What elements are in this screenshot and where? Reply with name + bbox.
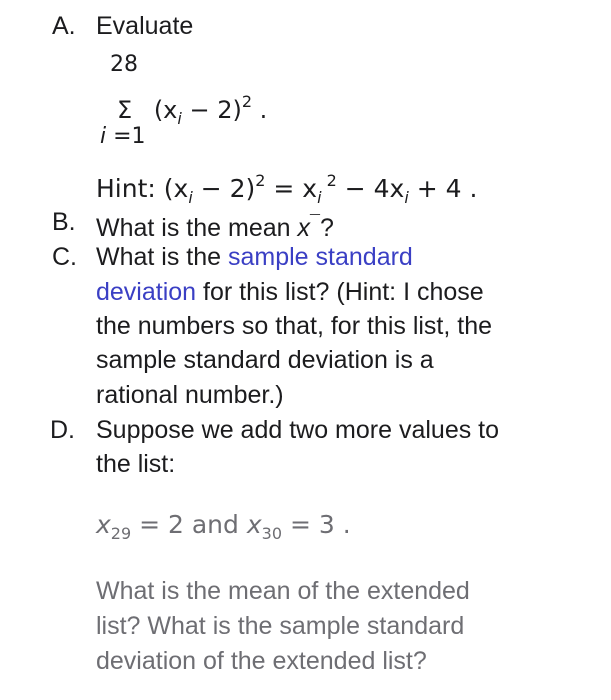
sum-expression: Σ $(x_i - 2)^2$ . (117, 92, 268, 128)
part-a (52, 9, 76, 43)
x-bar-symbol: x (297, 214, 310, 242)
part-d-question-line2: list? What is the sample standard (96, 612, 465, 640)
part-d-question-line3: deviation of the extended list? (96, 647, 427, 675)
sum-lower-limit: i =1 (100, 124, 146, 149)
part-a-text: Evaluate (96, 12, 194, 40)
hint-formula: Hint: $(x_i - 2)^2 = x_i$ $^2 - 4x_i + 4$ . (96, 171, 478, 207)
part-a-label: A. (52, 12, 76, 40)
part-d-label: D. (50, 416, 75, 444)
sample-standard-link-1[interactable]: sample standard (228, 243, 413, 271)
part-c-line1: What is the sample standard (96, 243, 413, 271)
sum-upper-limit: 28 (110, 52, 138, 77)
part-c-line4: sample standard deviation is a (96, 346, 434, 374)
extended-values-equation: $x_{29} = 2$ and $x_{30} = 3$ . (96, 510, 351, 543)
sigma-symbol: Σ (117, 96, 133, 124)
part-d-line1: Suppose we add two more values to (96, 416, 500, 444)
part-c-line3: the numbers so that, for this list, the (96, 312, 493, 340)
part-d-line2: the list: (96, 450, 176, 478)
part-d-question-line1: What is the mean of the extended (96, 577, 470, 605)
part-b-label: B. (52, 208, 76, 236)
part-c-label: C. (52, 243, 77, 271)
part-c-line5: rational number.) (96, 381, 284, 409)
part-b-text: What is the mean x¯? (96, 212, 334, 242)
sample-standard-link-2[interactable]: deviation (96, 278, 197, 306)
part-c-line2: deviation for this list? (Hint: I chose (96, 278, 484, 306)
